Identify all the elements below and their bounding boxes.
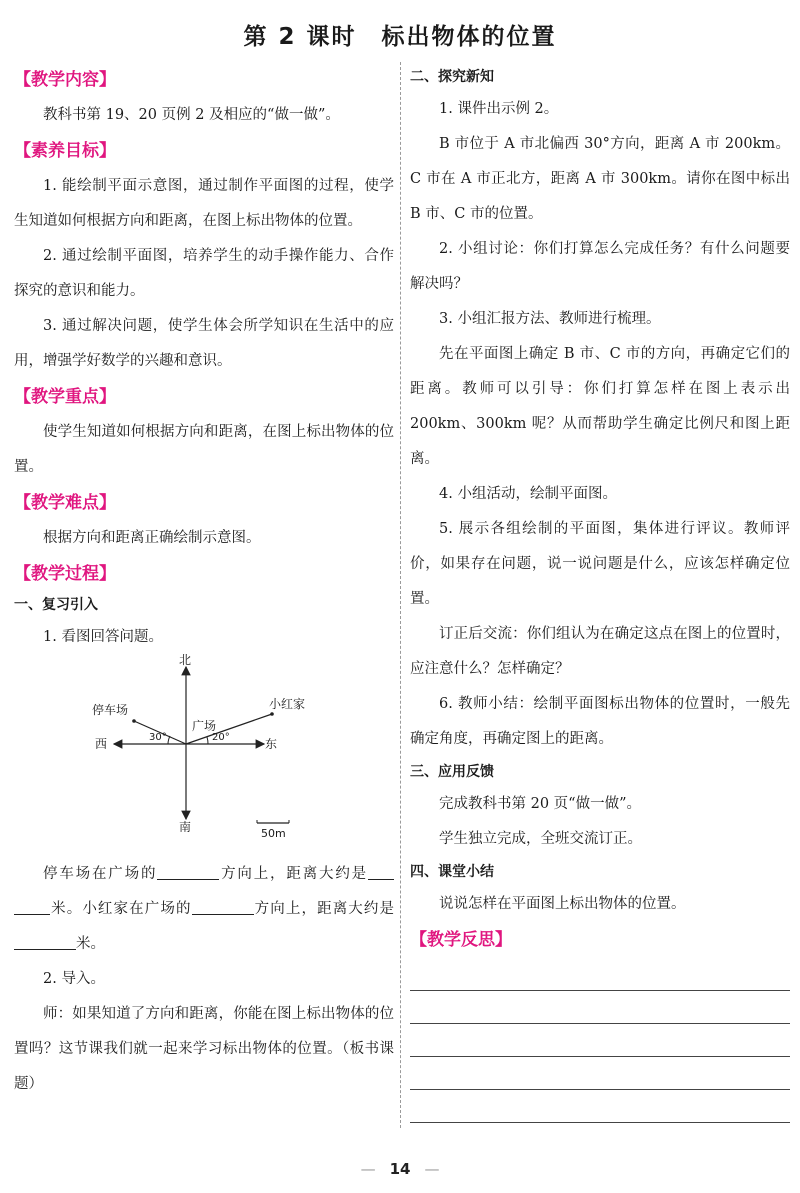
answer-blank[interactable] [14,933,76,950]
north-label: 北 [179,653,192,667]
fill-in-question: 停车场在广场的 方向上，距离大约是米。小红家在广场的 方向上，距离大约是米。 [14,857,394,962]
explore-paragraph: 3. 小组汇报方法、教师进行梳理。 [439,311,661,327]
answer-blank[interactable] [14,898,50,915]
page-number: 14 [389,1160,411,1178]
key-points-tag: 【教学重点】 [14,387,116,407]
east-angle-label: 20° [212,732,230,743]
summary-heading: 四、课堂小结 [410,864,494,880]
teaching-content-tag: 【教学内容】 [14,70,116,90]
writing-line[interactable] [410,958,790,991]
reflection-lines [410,958,790,1123]
teaching-content-text: 教科书第 19、20 页例 2 及相应的“做一做”。 [43,107,340,123]
east-label: 东 [265,737,278,751]
writing-line[interactable] [410,1057,790,1090]
writing-line[interactable] [410,991,790,1024]
explore-paragraph: 5. 展示各组绘制的平面图，集体进行评议。教师评价，如果存在问题，说一说问题是什么，应该怎样确定位置。 [410,521,790,607]
scale-label: 50m [261,827,286,840]
writing-line[interactable] [410,1090,790,1123]
east-angle-arc [207,737,208,744]
explore-paragraph: 2. 小组讨论：你们打算怎么完成任务？有什么问题要解决吗？ [410,241,790,292]
goal-item: 1. 能绘制平面示意图，通过制作平面图的过程，使学生知道如何根据方向和距离，在图上标出物体的位置。 [14,178,394,229]
lesson-title: 第 2 课时 标出物体的位置 [243,24,557,50]
answer-blank[interactable] [192,898,254,915]
summary-text: 说说怎样在平面图上标出物体的位置。 [439,896,686,912]
intro-item: 2. 导入。 [43,971,105,987]
direction-diagram [14,653,394,849]
parking-point [132,719,136,723]
goal-item: 2. 通过绘制平面图，培养学生的动手操作能力、合作探究的意识和能力。 [14,248,394,299]
west-angle-label: 30° [149,732,167,743]
explore-paragraph: B 市位于 A 市北偏西 30°方向，距离 A 市 200km。C 市在 A 市正北方，距离 A 市 300km。请你在图中标出 B 市、C 市的位置。 [410,136,790,222]
square-label: 广场 [192,719,217,733]
review-heading: 一、复习引入 [14,597,98,613]
direction-diagram-svg [14,659,394,849]
home-point [270,712,274,716]
apply-item: 完成教科书第 20 页“做一做”。 [439,796,641,812]
west-label: 西 [95,737,108,751]
explore-paragraph: 6. 教师小结：绘制平面图标出物体的位置时，一般先确定角度，再确定图上的距离。 [410,696,790,747]
right-column [410,62,790,1123]
process-tag: 【教学过程】 [14,564,116,584]
apply-item: 学生独立完成，全班交流订正。 [439,831,642,847]
explore-paragraph: 4. 小组活动，绘制平面图。 [439,486,617,502]
home-label: 小红家 [269,697,306,711]
explore-heading: 二、探究新知 [410,69,494,85]
answer-blank[interactable] [157,863,219,880]
explore-paragraph: 1. 课件出示例 2。 [439,101,559,117]
footer-dash: — [424,1160,440,1178]
left-column [14,62,394,1102]
explore-paragraph: 先在平面图上确定 B 市、C 市的方向，再确定它们的距离。教师可以引导：你们打算怎样在图上表示出 200km、300km 呢？从而帮助学生确定比例尺和图上距离。 [410,346,790,467]
west-angle-arc [168,736,170,744]
teacher-text: 师：如果知道了方向和距离，你能在图上标出物体的位置吗？这节课我们就一起来学习标出物体的位置。（板书课题） [14,1006,394,1092]
review-item: 1. 看图回答问题。 [43,629,163,645]
answer-blank[interactable] [368,863,394,880]
goal-item: 3. 通过解决问题，使学生体会所学知识在生活中的应用，增强学好数学的兴趣和意识。 [14,318,394,369]
explore-paragraph: 订正后交流：你们组认为在确定这点在图上的位置时，应注意什么？怎样确定？ [410,626,790,677]
column-divider [400,62,401,1128]
goals-tag: 【素养目标】 [14,141,116,161]
footer-dash: — [360,1160,376,1178]
writing-line[interactable] [410,1024,790,1057]
south-label: 南 [179,820,192,834]
difficulty-tag: 【教学难点】 [14,493,116,513]
difficulty-text: 根据方向和距离正确绘制示意图。 [43,530,261,546]
apply-heading: 三、应用反馈 [410,764,494,780]
key-points-text: 使学生知道如何根据方向和距离，在图上标出物体的位置。 [14,424,394,475]
reflection-tag: 【教学反思】 [410,930,512,950]
page-footer [0,1160,800,1178]
parking-label: 停车场 [92,703,129,717]
